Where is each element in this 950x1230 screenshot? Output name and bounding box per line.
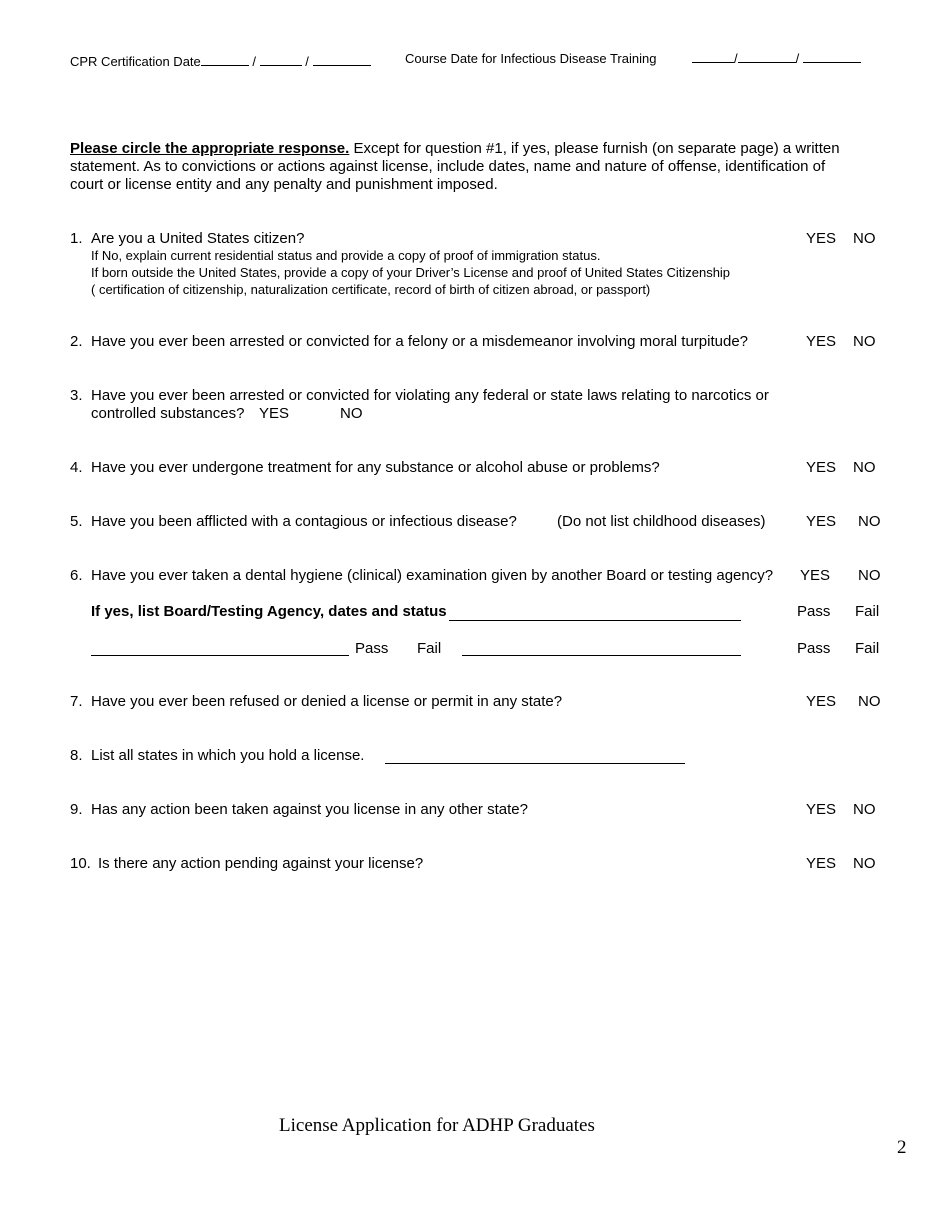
q3-text-line-1: Have you ever been arrested or convicted for violating any federal or state laws relating to narcotics or [91,387,769,404]
slash: / [795,51,800,66]
q3-number: 3. [70,387,83,404]
q6-number: 6. [70,567,83,584]
q10-number: 10. [70,855,91,872]
q10-text: Is there any action pending against your license? [98,855,424,872]
q2-no-option[interactable]: NO [853,333,876,350]
q9-yes-option[interactable]: YES [806,801,837,818]
q7-yes-option[interactable]: YES [806,693,837,710]
q6-yes-option[interactable]: YES [800,567,831,584]
q7-number: 7. [70,693,83,710]
instructions-line-1 [70,140,840,157]
cpr-date-label: CPR Certification Date [70,54,201,69]
q3-text-line-2: controlled substances? [91,405,245,422]
q4-no-option[interactable]: NO [853,459,876,476]
q1-no-option[interactable]: NO [853,230,876,247]
q1-note-1: If No, explain current residential status and provide a copy of proof of immigration status. [91,248,601,263]
q5-text: Have you been afflicted with a contagious or infectious disease? [91,513,517,530]
q1-number: 1. [70,230,83,247]
page-number: 2 [897,1137,907,1158]
cpr-date-row [70,54,371,69]
q3-yes-option[interactable]: YES [259,405,290,422]
q6-no-option[interactable]: NO [858,567,881,584]
q5-no-option[interactable]: NO [858,513,881,530]
slash: / [252,54,257,69]
q7-text: Have you ever been refused or denied a license or permit in any state? [91,693,563,710]
course-month-blank[interactable] [692,61,734,63]
q6-text: Have you ever taken a dental hygiene (clinical) examination given by another Board or testing agency? [91,567,774,584]
course-date-row [405,51,656,66]
cpr-month-blank[interactable] [201,64,249,66]
q8-states-blank[interactable] [385,763,685,764]
q6-pass-option-3[interactable]: Pass [797,640,831,657]
q6-fail-option-3[interactable]: Fail [855,640,880,657]
instructions-line-3: court or license entity and any penalty and punishment imposed. [70,176,498,193]
slash: / [734,51,738,66]
q1-note-3: ( certification of citizenship, naturalization certificate, record of birth of citizen abroad, or passport) [91,282,651,297]
footer-title: License Application for ADHP Graduates [279,1115,595,1136]
cpr-year-blank[interactable] [313,64,371,66]
q2-text: Have you ever been arrested or convicted for a felony or a misdemeanor involving moral turpitude? [91,333,749,350]
course-year-blank[interactable] [803,61,861,63]
q7-no-option[interactable]: NO [858,693,881,710]
q6-agency-blank-1[interactable] [449,620,741,621]
q6-pass-option-1[interactable]: Pass [797,603,831,620]
q9-text: Has any action been taken against you license in any other state? [91,801,528,818]
q9-number: 9. [70,801,83,818]
course-date-label: Course Date for Infectious Disease Training [405,51,657,66]
slash: / [305,54,309,69]
q8-text: List all states in which you hold a license. [91,747,365,764]
instructions-rest: Except for question #1, if yes, please furnish (on separate page) a written [349,140,840,157]
course-date-blanks [692,51,861,66]
q1-yes-option[interactable]: YES [806,230,837,247]
q6-list-label: If yes, list Board/Testing Agency, dates and status [91,603,447,620]
q8-number: 8. [70,747,83,764]
q6-fail-option-1[interactable]: Fail [855,603,880,620]
q6-pass-option-2[interactable]: Pass [355,640,389,657]
cpr-day-blank[interactable] [260,64,302,66]
q4-yes-option[interactable]: YES [806,459,837,476]
q5-note: (Do not list childhood diseases) [557,513,766,530]
q9-no-option[interactable]: NO [853,801,876,818]
q4-text: Have you ever undergone treatment for any substance or alcohol abuse or problems? [91,459,660,476]
instructions-line-2: statement. As to convictions or actions against license, include dates, name and nature of offense, identification of [70,158,826,175]
q5-yes-option[interactable]: YES [806,513,837,530]
q5-number: 5. [70,513,83,530]
q1-note-2: If born outside the United States, provide a copy of your Driver’s License and proof of United States Citizenship [91,265,731,280]
q6-agency-blank-3[interactable] [462,655,741,656]
q3-no-option[interactable]: NO [340,405,363,422]
q1-text: Are you a United States citizen? [91,230,305,247]
q2-number: 2. [70,333,83,350]
course-day-blank[interactable] [738,61,796,63]
q10-no-option[interactable]: NO [853,855,876,872]
q4-number: 4. [70,459,83,476]
q6-agency-blank-2[interactable] [91,655,349,656]
q2-yes-option[interactable]: YES [806,333,837,350]
q6-fail-option-2[interactable]: Fail [417,640,442,657]
q10-yes-option[interactable]: YES [806,855,837,872]
instructions-bold: Please circle the appropriate response. [70,140,350,157]
